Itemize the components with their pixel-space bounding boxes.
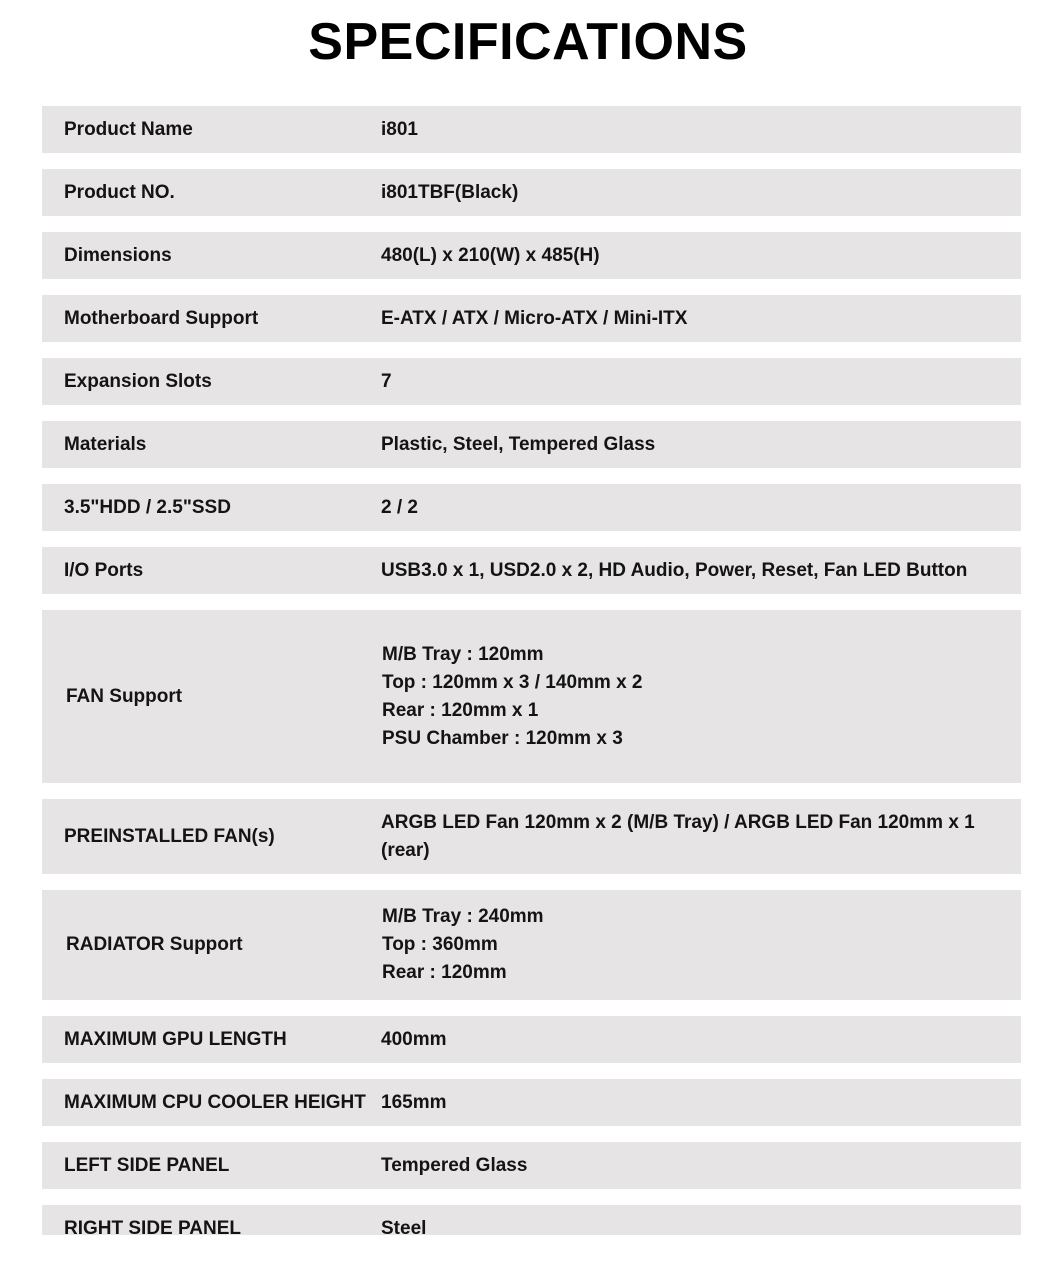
spec-value: Plastic, Steel, Tempered Glass	[381, 433, 656, 455]
spec-value: E-ATX / ATX / Micro-ATX / Mini-ITX	[381, 307, 688, 329]
spec-label: I/O Ports	[64, 559, 144, 581]
spec-label: LEFT SIDE PANEL	[64, 1154, 230, 1176]
spec-label: 3.5"HDD / 2.5"SSD	[64, 496, 231, 518]
spec-value-line: Rear : 120mm x 1	[382, 699, 539, 721]
spec-row-product-no	[42, 169, 1021, 216]
spec-value: 2 / 2	[381, 496, 418, 518]
spec-value-list	[382, 903, 992, 987]
spec-label: PREINSTALLED FAN(s)	[64, 825, 275, 847]
spec-row-right-side-panel	[42, 1205, 1021, 1235]
spec-row-motherboard-support	[42, 295, 1021, 342]
spec-value-list	[382, 641, 992, 753]
spec-value: Steel	[381, 1217, 427, 1235]
spec-value-line: Top : 120mm x 3 / 140mm x 2	[382, 671, 643, 693]
spec-row-materials	[42, 421, 1021, 468]
spec-value: ARGB LED Fan 120mm x 2 (M/B Tray) / ARGB LED Fan 120mm x 1 (rear)	[381, 811, 975, 861]
spec-value: Tempered Glass	[381, 1154, 528, 1176]
spec-label: MAXIMUM GPU LENGTH	[64, 1028, 287, 1050]
spec-value: 7	[381, 370, 392, 392]
spec-row-max-gpu-length	[42, 1016, 1021, 1063]
spec-value-line: Rear : 120mm	[382, 962, 507, 983]
spec-label: Motherboard Support	[64, 307, 259, 329]
spec-label: Product NO.	[64, 181, 175, 203]
spec-value: 400mm	[381, 1028, 447, 1050]
spec-label: Materials	[64, 433, 147, 455]
spec-label: Dimensions	[64, 244, 172, 266]
spec-row-radiator-support	[42, 890, 1021, 1000]
spec-label: MAXIMUM CPU COOLER HEIGHT	[64, 1091, 366, 1113]
spec-value-line: M/B Tray : 240mm	[382, 906, 544, 927]
spec-row-max-cpu-cooler-height	[42, 1079, 1021, 1126]
spec-row-left-side-panel	[42, 1142, 1021, 1189]
spec-table	[42, 106, 1021, 1235]
spec-label: RIGHT SIDE PANEL	[64, 1217, 241, 1235]
spec-value: 165mm	[381, 1091, 447, 1113]
spec-label: Product Name	[64, 118, 193, 140]
spec-row-io-ports	[42, 547, 1021, 594]
spec-row-fan-support	[42, 610, 1021, 783]
spec-row-preinstalled-fans	[42, 799, 1021, 874]
spec-value: 480(L) x 210(W) x 485(H)	[381, 244, 600, 266]
spec-label: Expansion Slots	[64, 370, 212, 392]
spec-value: i801	[381, 118, 418, 140]
spec-value: USB3.0 x 1, USD2.0 x 2, HD Audio, Power, Reset, Fan LED Button	[381, 559, 968, 581]
spec-label: FAN Support	[66, 685, 183, 707]
spec-row-expansion-slots	[42, 358, 1021, 405]
spec-value-line: Top : 360mm	[382, 934, 498, 955]
spec-value-line: PSU Chamber : 120mm x 3	[382, 727, 623, 749]
spec-value-line: M/B Tray : 120mm	[382, 643, 544, 665]
spec-label: RADIATOR Support	[66, 934, 243, 955]
spec-row-drive-bays	[42, 484, 1021, 531]
spec-row-dimensions	[42, 232, 1021, 279]
page-title: SPECIFICATIONS	[308, 13, 748, 71]
spec-row-product-name	[42, 106, 1021, 153]
spec-value: i801TBF(Black)	[381, 181, 519, 203]
